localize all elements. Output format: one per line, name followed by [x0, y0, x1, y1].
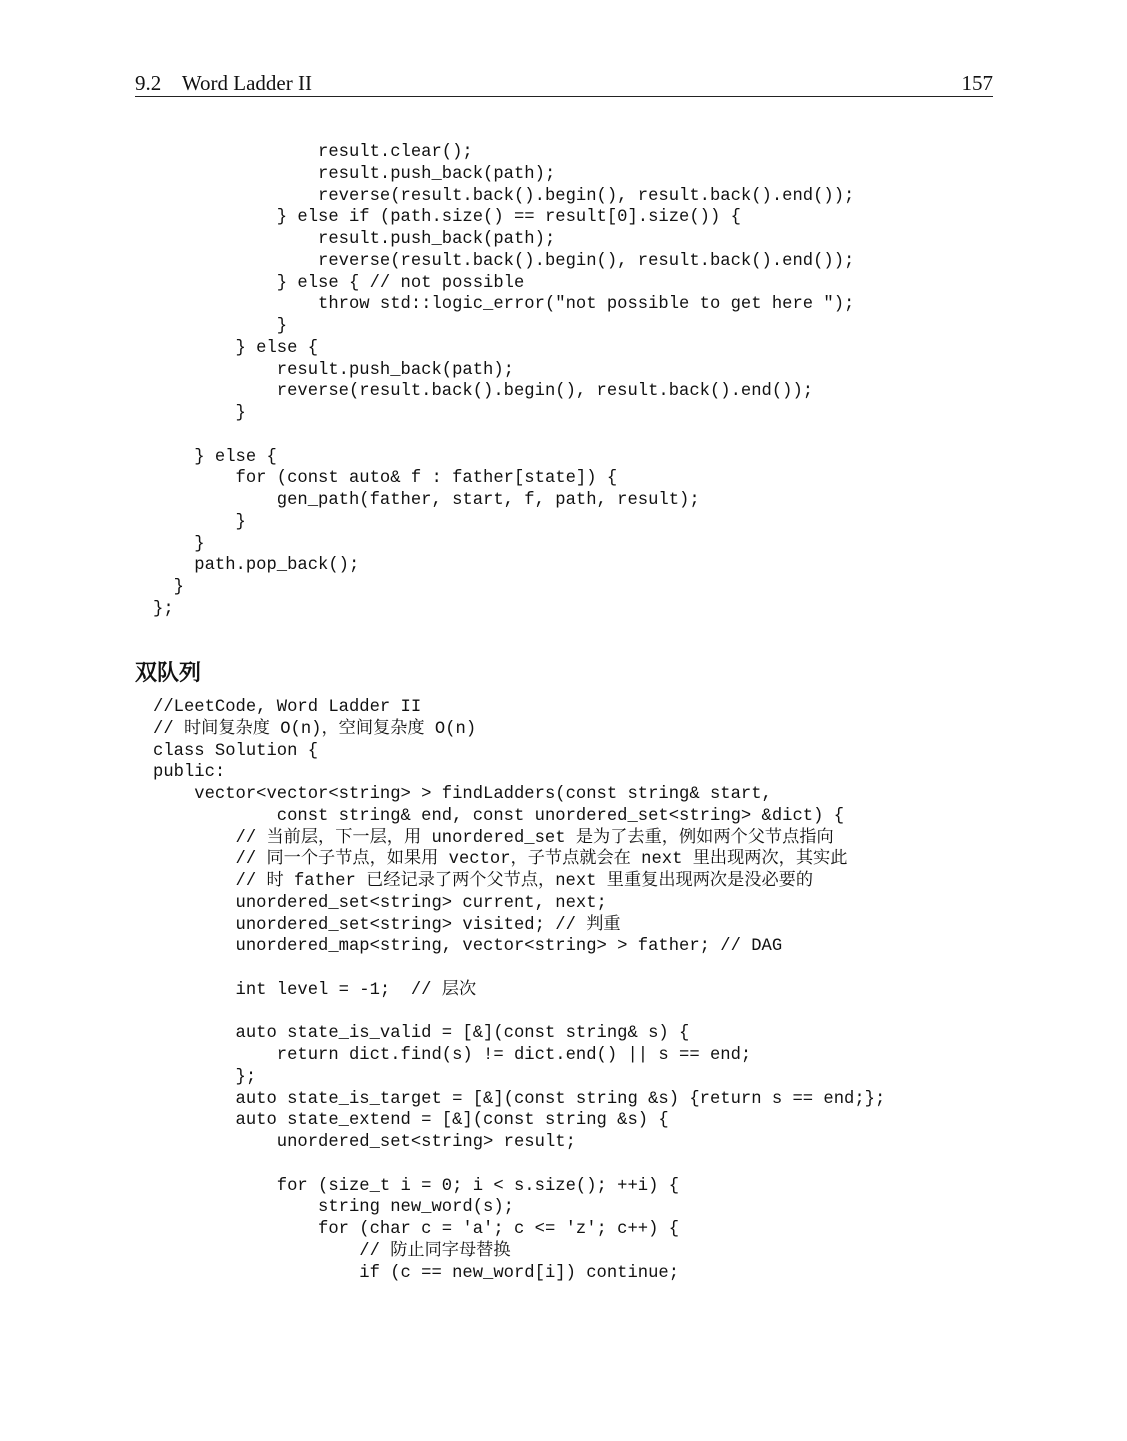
code-line: } else { // not possible: [153, 273, 525, 293]
code-line: return dict.find(s) != dict.end() || s == end;: [153, 1046, 752, 1065]
code-line: vector<vector<string> > findLadders(const string& start,: [153, 785, 772, 804]
code-line: }: [153, 512, 246, 532]
code-line: auto state_is_target = [&](const string &s) {return s == end;};: [153, 1089, 886, 1109]
section-heading-double-queue: 双队列: [135, 661, 202, 686]
code-block-double-queue: [153, 697, 885, 1284]
code-line: unordered_set<string> visited; // 判重: [153, 915, 621, 935]
code-line: };: [153, 599, 174, 619]
code-line: }: [153, 404, 246, 423]
code-line: reverse(result.back().begin(), result.back().end());: [153, 382, 814, 402]
code-line: unordered_map<string, vector<string> > father; // DAG: [153, 937, 783, 957]
code-line: if (c == new_word[i]) continue;: [153, 1263, 680, 1283]
code-line: } else if (path.size() == result[0].size()) {: [153, 208, 741, 228]
code-line: for (size_t i = 0; i < s.size(); ++i) {: [153, 1176, 680, 1196]
code-line: [153, 425, 854, 447]
code-line: int level = -1; // 层次: [153, 980, 477, 1000]
code-line: auto state_is_valid = [&](const string& s) {: [153, 1024, 690, 1044]
code-line: } else {: [153, 338, 319, 358]
code-block-gen-path-end: [153, 142, 854, 621]
page-header: [135, 68, 993, 97]
code-line: for (char c = 'a'; c <= 'z'; c++) {: [153, 1220, 680, 1239]
code-line: result.push_back(path);: [153, 230, 556, 249]
code-line: const string& end, const unordered_set<string> &dict) {: [153, 806, 845, 826]
code-line: //LeetCode, Word Ladder II: [153, 698, 422, 717]
code-line: [153, 1154, 885, 1176]
code-line: // 防止同字母替换: [153, 1241, 511, 1261]
code-line: public:: [153, 763, 226, 783]
code-line: reverse(result.back().begin(), result.back().end());: [153, 251, 855, 271]
page-number: 157: [961, 71, 993, 95]
code-line: }: [153, 578, 184, 597]
code-line: unordered_set<string> current, next;: [153, 893, 607, 913]
code-line: } else {: [153, 447, 277, 467]
code-line: [153, 958, 885, 980]
running-section-title: 9.2 Word Ladder II: [135, 71, 312, 95]
code-line: reverse(result.back().begin(), result.back().end());: [153, 186, 855, 206]
code-line: result.push_back(path);: [153, 360, 514, 380]
code-line: }: [153, 317, 288, 336]
code-line: auto state_extend = [&](const string &s) {: [153, 1111, 669, 1131]
code-line: }: [153, 534, 205, 554]
code-line: result.push_back(path);: [153, 164, 556, 184]
code-line: result.clear();: [153, 143, 473, 162]
code-line: string new_word(s);: [153, 1198, 514, 1218]
code-line: throw std::logic_error("not possible to get here ");: [153, 295, 855, 315]
code-line: gen_path(father, start, f, path, result);: [153, 491, 700, 510]
code-line: class Solution {: [153, 741, 319, 761]
code-line: // 同一个子节点，如果用 vector，子节点就会在 next 里出现两次，其实此: [153, 850, 848, 870]
code-line: // 当前层，下一层，用 unordered_set 是为了去重，例如两个父节点指向: [153, 828, 834, 848]
code-line: [153, 1002, 885, 1024]
code-line: // 时间复杂度 O(n)，空间复杂度 O(n): [153, 719, 477, 739]
code-line: };: [153, 1067, 257, 1087]
code-line: unordered_set<string> result;: [153, 1133, 576, 1152]
code-line: for (const auto& f : father[state]) {: [153, 469, 618, 489]
code-line: path.pop_back();: [153, 556, 360, 576]
code-line: // 时 father 已经记录了两个父节点，next 里重复出现两次是没必要的: [153, 872, 814, 891]
